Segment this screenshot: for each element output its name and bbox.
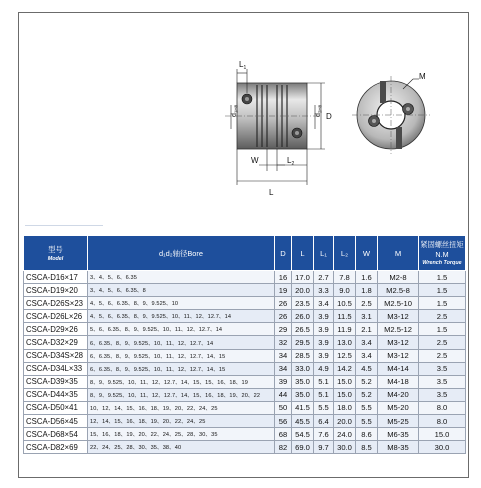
cell-d: 16 (275, 271, 292, 284)
cell-m: M8-35 (378, 441, 419, 454)
header-model: 型号 Model (24, 236, 88, 271)
cell-bore: 6、6.35、8、9、9.525、10、11、12、12.7、14、15 (88, 349, 275, 362)
cell-d: 19 (275, 284, 292, 297)
cell-model: CSCA-D32×29 (24, 336, 88, 349)
cell-model: CSCA-D19×20 (24, 284, 88, 297)
cell-l2: 11.9 (334, 323, 356, 336)
cell-bore: 22、24、25、28、30、35、38、40 (88, 441, 275, 454)
cell-m: M6-35 (378, 428, 419, 441)
cell-w: 3.4 (356, 349, 378, 362)
table-row (24, 297, 466, 310)
cell-l1: 3.9 (314, 310, 334, 323)
cell-l2: 14.2 (334, 362, 356, 375)
cell-d: 39 (275, 375, 292, 388)
cell-torque: 1.5 (419, 284, 466, 297)
cell-model: CSCA-D39×35 (24, 375, 88, 388)
cell-l: 41.5 (292, 401, 314, 414)
cell-l: 20.0 (292, 284, 314, 297)
cell-w: 1.6 (356, 271, 378, 284)
coupling-side-view (225, 83, 319, 149)
cell-d: 68 (275, 428, 292, 441)
cell-d: 26 (275, 297, 292, 310)
cell-l2: 11.5 (334, 310, 356, 323)
cell-d: 56 (275, 415, 292, 428)
cell-l2: 24.0 (334, 428, 356, 441)
cell-bore: 3、4、5、6、6.35 (88, 271, 275, 284)
table-row (24, 271, 466, 284)
cell-l1: 5.5 (314, 401, 334, 414)
cell-w: 4.5 (356, 362, 378, 375)
cell-l1: 5.1 (314, 388, 334, 401)
cell-model: CSCA-D34S×28 (24, 349, 88, 362)
cell-m: M4-20 (378, 388, 419, 401)
table-row (24, 323, 466, 336)
cell-m: M3-12 (378, 349, 419, 362)
table-row (24, 388, 466, 401)
cell-l: 69.0 (292, 441, 314, 454)
cell-l: 26.0 (292, 310, 314, 323)
cell-w: 5.2 (356, 375, 378, 388)
technical-drawing (19, 13, 468, 223)
cell-l: 35.0 (292, 375, 314, 388)
cell-bore: 6、6.35、8、9、9.525、10、11、12、12.7、14 (88, 336, 275, 349)
cell-l2: 10.5 (334, 297, 356, 310)
cell-d: 32 (275, 336, 292, 349)
cell-model: CSCA-D82×69 (24, 441, 88, 454)
label-l: L (269, 188, 274, 197)
cell-model: CSCA-D26S×23 (24, 297, 88, 310)
cell-model: CSCA-D68×54 (24, 428, 88, 441)
cell-torque: 2.5 (419, 336, 466, 349)
table-row (24, 336, 466, 349)
table-row (24, 375, 466, 388)
cell-l1: 3.9 (314, 349, 334, 362)
label-d2: $d_{2H8}$ (315, 104, 323, 117)
cell-bore: 6、6.35、8、9、9.525、10、11、12、12.7、14、15 (88, 362, 275, 375)
table-row (24, 362, 466, 375)
spec-sheet-frame (18, 12, 469, 478)
header-torque: 紧固螺丝扭矩N.M Wrench Torque (419, 236, 466, 271)
cell-w: 2.1 (356, 323, 378, 336)
cell-model: CSCA-D16×17 (24, 271, 88, 284)
cell-l1: 2.7 (314, 271, 334, 284)
cell-bore: 4、5、6、6.35、8、9、9.525、10 (88, 297, 275, 310)
header-m: M (378, 236, 419, 271)
header-l: L (292, 236, 314, 271)
cell-d: 50 (275, 401, 292, 414)
cell-d: 29 (275, 323, 292, 336)
cell-l1: 3.9 (314, 336, 334, 349)
cell-torque: 15.0 (419, 428, 466, 441)
divider-line (25, 225, 103, 226)
cell-torque: 2.5 (419, 310, 466, 323)
cell-w: 1.8 (356, 284, 378, 297)
cell-l: 54.5 (292, 428, 314, 441)
cell-w: 8.6 (356, 428, 378, 441)
cell-d: 34 (275, 349, 292, 362)
cell-torque: 3.5 (419, 388, 466, 401)
cell-model: CSCA-D26L×26 (24, 310, 88, 323)
header-l2: L₂ (334, 236, 356, 271)
cell-torque: 1.5 (419, 297, 466, 310)
cell-bore: 12、14、15、16、18、19、20、22、24、25 (88, 415, 275, 428)
table-row (24, 415, 466, 428)
label-l2: $L_2$ (287, 156, 295, 167)
cell-l1: 3.3 (314, 284, 334, 297)
cell-l1: 7.6 (314, 428, 334, 441)
cell-torque: 30.0 (419, 441, 466, 454)
cell-l: 28.5 (292, 349, 314, 362)
cell-w: 8.5 (356, 441, 378, 454)
cell-l2: 12.5 (334, 349, 356, 362)
cell-l2: 13.0 (334, 336, 356, 349)
cell-w: 5.5 (356, 401, 378, 414)
cell-m: M3-12 (378, 336, 419, 349)
cell-m: M2.5-8 (378, 284, 419, 297)
table-row (24, 310, 466, 323)
cell-d: 44 (275, 388, 292, 401)
header-l1: L₁ (314, 236, 334, 271)
table-row (24, 441, 466, 454)
header-d: D (275, 236, 292, 271)
label-m: M (419, 72, 426, 81)
header-bore: d₁d₂轴径Bore (88, 236, 275, 271)
cell-l: 26.5 (292, 323, 314, 336)
cell-l2: 7.8 (334, 271, 356, 284)
table-row (24, 284, 466, 297)
cell-m: M4-14 (378, 362, 419, 375)
cell-bore: 3、4、5、6、6.35、8 (88, 284, 275, 297)
cell-l2: 9.0 (334, 284, 356, 297)
cell-l1: 5.1 (314, 375, 334, 388)
cell-l2: 20.0 (334, 415, 356, 428)
cell-l2: 18.0 (334, 401, 356, 414)
cell-w: 5.5 (356, 415, 378, 428)
cell-m: M4-18 (378, 375, 419, 388)
cell-torque: 2.5 (419, 349, 466, 362)
cell-torque: 8.0 (419, 401, 466, 414)
table-row (24, 428, 466, 441)
cell-m: M2.5-12 (378, 323, 419, 336)
table-body (24, 271, 466, 454)
cell-m: M5-20 (378, 401, 419, 414)
cell-l: 45.5 (292, 415, 314, 428)
spec-table (23, 235, 466, 454)
cell-l2: 15.0 (334, 388, 356, 401)
cell-m: M2-8 (378, 271, 419, 284)
label-d: D (326, 112, 332, 121)
cell-model: CSCA-D34L×33 (24, 362, 88, 375)
cell-d: 34 (275, 362, 292, 375)
coupling-drawing-svg (19, 13, 468, 223)
header-w: W (356, 236, 378, 271)
cell-w: 2.5 (356, 297, 378, 310)
cell-torque: 1.5 (419, 271, 466, 284)
coupling-front-view (352, 76, 430, 154)
label-l1: $L_1$ (239, 60, 247, 71)
cell-w: 3.1 (356, 310, 378, 323)
cell-l: 17.0 (292, 271, 314, 284)
cell-l2: 30.0 (334, 441, 356, 454)
cell-bore: 15、16、18、19、20、22、24、25、28、30、35 (88, 428, 275, 441)
cell-d: 82 (275, 441, 292, 454)
cell-model: CSCA-D56×45 (24, 415, 88, 428)
cell-torque: 1.5 (419, 323, 466, 336)
cell-l2: 15.0 (334, 375, 356, 388)
cell-m: M5-25 (378, 415, 419, 428)
cell-l: 33.0 (292, 362, 314, 375)
table-row (24, 401, 466, 414)
cell-m: M3-12 (378, 310, 419, 323)
cell-l1: 3.9 (314, 323, 334, 336)
table-header-row (24, 236, 466, 271)
cell-l1: 3.4 (314, 297, 334, 310)
cell-l: 29.5 (292, 336, 314, 349)
cell-model: CSCA-D29×26 (24, 323, 88, 336)
cell-bore: 4、5、6、6.35、8、9、9.525、10、11、12、12.7、14 (88, 310, 275, 323)
table-row (24, 349, 466, 362)
cell-m: M2.5-10 (378, 297, 419, 310)
cell-torque: 3.5 (419, 362, 466, 375)
cell-bore: 5、6、6.35、8、9、9.525、10、11、12、12.7、14 (88, 323, 275, 336)
cell-l1: 6.4 (314, 415, 334, 428)
cell-l1: 4.9 (314, 362, 334, 375)
cell-w: 3.4 (356, 336, 378, 349)
cell-l: 35.0 (292, 388, 314, 401)
cell-bore: 8、9、9.525、10、11、12、12.7、14、15、16、18、19、20、22 (88, 388, 275, 401)
cell-l: 23.5 (292, 297, 314, 310)
label-w: W (251, 156, 259, 165)
label-d1: $d_{1H8}$ (231, 104, 239, 117)
cell-torque: 3.5 (419, 375, 466, 388)
cell-w: 5.2 (356, 388, 378, 401)
cell-torque: 8.0 (419, 415, 466, 428)
cell-model: CSCA-D50×41 (24, 401, 88, 414)
cell-bore: 8、9、9.525、10、11、12、12.7、14、15、15、16、18、19 (88, 375, 275, 388)
cell-d: 26 (275, 310, 292, 323)
cell-l1: 9.7 (314, 441, 334, 454)
cell-model: CSCA-D44×35 (24, 388, 88, 401)
cell-bore: 10、12、14、15、16、18、19、20、22、24、25 (88, 401, 275, 414)
